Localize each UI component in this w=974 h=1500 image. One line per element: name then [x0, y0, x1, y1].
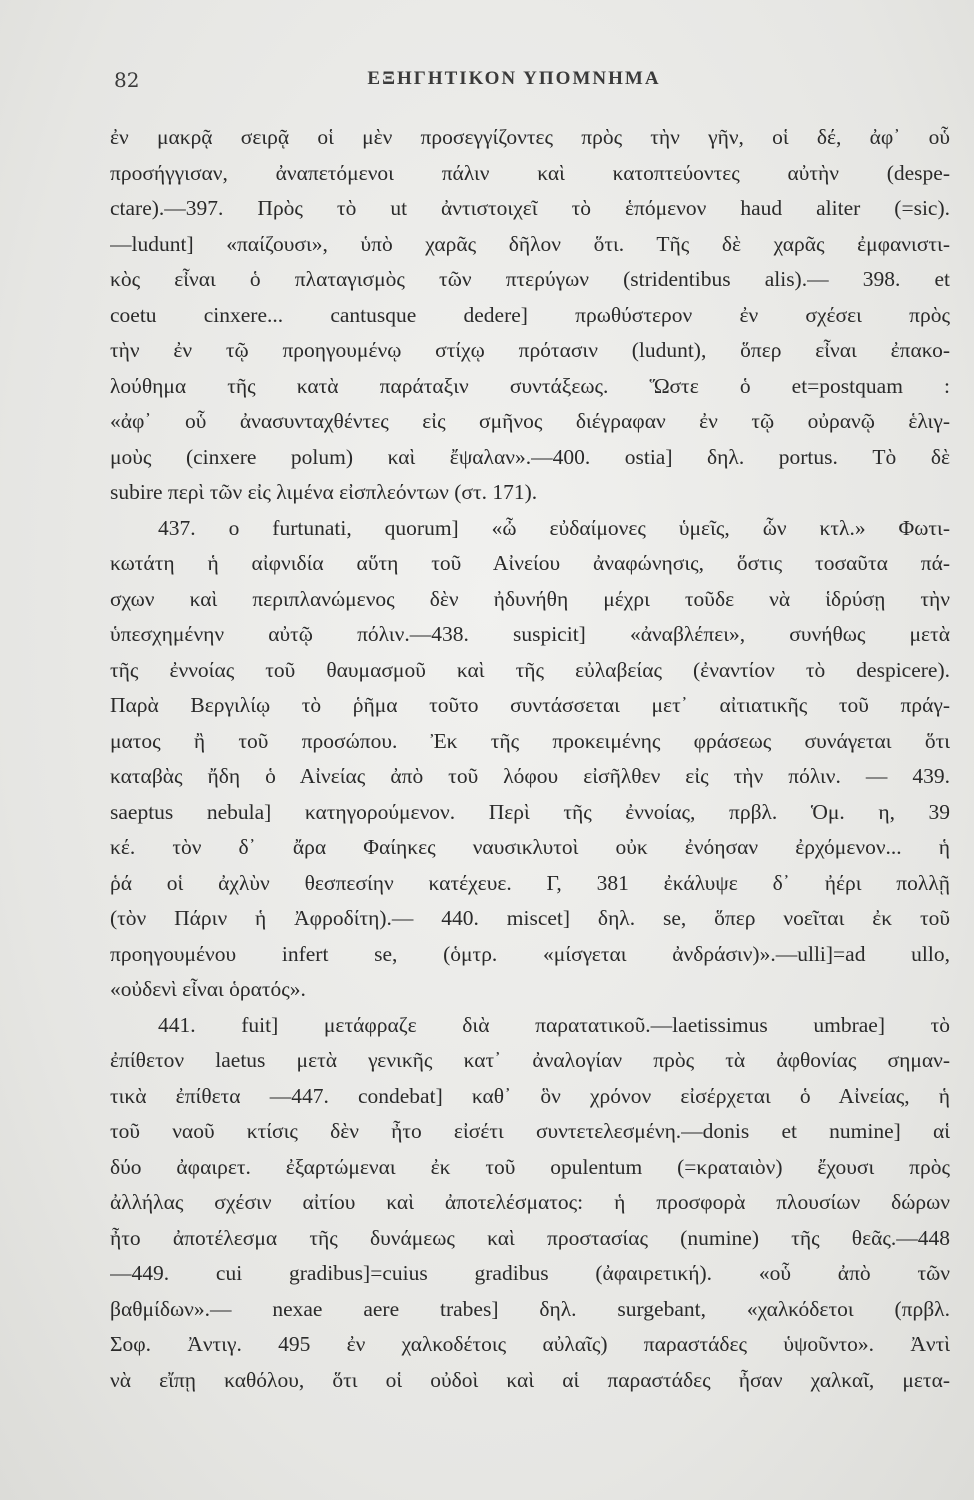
text-line: νὰ εἴπῃ καθόλου, ὅτι οἱ οὐδοὶ καὶ αἱ παραστάδες ἦσαν χαλκαῖ, μετα- — [110, 1367, 950, 1392]
commentary-text — [110, 120, 950, 1398]
text-line: τῆς ἐννοίας τοῦ θαυμασμοῦ καὶ τῆς εὐλαβείας (ἐναντίον τὸ despicere). — [110, 657, 950, 682]
text-line: 441. fuit] μετάφραζε διὰ παρατατικοῦ.—laetissimus umbrae] τὸ — [158, 1012, 950, 1037]
text-line: λούθημα τῆς κατὰ παράταξιν συντάξεως. Ὥστε ὁ et=postquam : — [110, 373, 950, 398]
text-line: —449. cui gradibus]=cuius gradibus (ἀφαιρετική). «οὗ ἀπὸ τῶν — [110, 1261, 950, 1285]
text-line: (τὸν Πάριν ἡ Ἀφροδίτη).— 440. miscet] δηλ. se, ὅπερ νοεῖται ἐκ τοῦ — [110, 906, 950, 930]
text-line: ctare).—397. Πρὸς τὸ ut ἀντιστοιχεῖ τὸ ἑπόμενον haud aliter (=sic). — [110, 196, 950, 220]
text-line: προσήγγισαν, ἀναπετόμενοι πάλιν καὶ κατοπτεύοντες αὐτὴν (despe- — [110, 160, 950, 185]
text-line: «ἀφ᾽ οὗ ἀνασυνταχθέντες εἰς σμῆνος διέγραφαν ἐν τῷ οὐρανῷ ἑλιγ- — [110, 409, 950, 433]
text-line: Σοφ. Ἀντιγ. 495 ἐν χαλκοδέτοις αὐλαῖς) παραστάδες ὑψοῦντο». Ἀντὶ — [110, 1332, 950, 1356]
text-line: κὸς εἶναι ὁ πλαταγισμὸς τῶν πτερύγων (stridentibus alis).— 398. et — [110, 267, 950, 291]
text-line: ὑπεσχημένην αὐτῷ πόλιν.—438. suspicit] «ἀναβλέπει», συνήθως μετὰ — [110, 622, 950, 646]
text-line: κωτάτη ἡ αἰφνιδία αὕτη τοῦ Αἰνείου ἀναφώνησις, ὅστις τοσαῦτα πά- — [110, 551, 950, 575]
text-line: ματος ἢ τοῦ προσώπου. Ἐκ τῆς προκειμένης φράσεως συνάγεται ὅτι — [110, 728, 950, 753]
page-number: 82 — [114, 68, 140, 92]
page-header — [114, 68, 914, 98]
text-line: τὴν ἐν τῷ προηγουμένῳ στίχῳ πρότασιν (ludunt), ὅπερ εἶναι ἐπακο- — [110, 338, 950, 362]
text-line: ῥά οἱ ἀχλὺν θεσπεσίην κατέχευε. Γ, 381 ἐκάλυψε δ᾽ ἠέρι πολλῇ — [110, 870, 950, 895]
text-line: 437. o furtunati, quorum] «ὦ εὐδαίμονες ὑμεῖς, ὧν κτλ.» Φωτι- — [158, 515, 950, 540]
text-line: ἐν μακρᾷ σειρᾷ οἱ μὲν προσεγγίζοντες πρὸς τὴν γῆν, οἱ δέ, ἀφ᾽ οὗ — [110, 125, 950, 149]
text-line: ἐπίθετον laetus μετὰ γενικῆς κατ᾽ ἀναλογίαν πρὸς τὰ ἀφθονίας σημαν- — [110, 1048, 950, 1072]
text-line: ἀλλήλας σχέσιν αἰτίου καὶ ἀποτελέσματος: ἡ προσφορὰ πλουσίων δώρων — [110, 1190, 950, 1214]
text-line: τοῦ ναοῦ κτίσις δὲν ἦτο εἰσέτι συντετελεσμένη.—donis et numine] αἱ — [110, 1119, 950, 1143]
text-line: subire περὶ τῶν εἰς λιμένα εἰσπλεόντων (στ. 171). — [110, 480, 538, 504]
text-line: βαθμίδων».— nexae aere trabes] δηλ. surgebant, «χαλκόδετοι (πρβλ. — [110, 1296, 950, 1321]
text-line: saeptus nebula] κατηγορούμενον. Περὶ τῆς ἐννοίας, πρβλ. Ὁμ. η, 39 — [110, 799, 950, 824]
text-line: κέ. τὸν δ᾽ ἄρα Φαίηκες ναυσικλυτοὶ οὐκ ἐνόησαν ἐρχόμενον... ἡ — [110, 835, 950, 859]
text-line: μοὺς (cinxere polum) καὶ ἔψαλαν».—400. ostia] δηλ. portus. Τὸ δὲ — [110, 444, 950, 469]
text-line: «οὐδενὶ εἶναι ὁρατός». — [110, 977, 306, 1001]
text-line: προηγουμένου infert se, (ὁμτρ. «μίσγεται ἀνδράσιν)».—ulli]=ad ullo, — [110, 941, 950, 966]
text-line: ἦτο ἀποτέλεσμα τῆς δυνάμεως καὶ προστασίας (numine) τῆς θεᾶς.—448 — [110, 1225, 950, 1250]
text-line: καταβὰς ἤδη ὁ Αἰνείας ἀπὸ τοῦ λόφου εἰσῆλθεν εἰς τὴν πόλιν. — 439. — [110, 764, 950, 788]
text-line: Παρὰ Βεργιλίῳ τὸ ῥῆμα τοῦτο συντάσσεται μετ᾽ αἰτιατικῆς τοῦ πράγ- — [110, 693, 950, 717]
text-line: τικὰ ἐπίθετα —447. condebat] καθ᾽ ὃν χρόνον εἰσέρχεται ὁ Αἰνείας, ἡ — [110, 1083, 950, 1108]
text-line: —ludunt] «παίζουσι», ὑπὸ χαρᾶς δῆλον ὅτι. Τῆς δὲ χαρᾶς ἐμφανιστι- — [110, 231, 950, 256]
text-line: δύο ἀφαιρετ. ἐξαρτώμεναι ἐκ τοῦ opulentum (=κραταιὸν) ἔχουσι πρὸς — [110, 1154, 950, 1179]
text-line: coetu cinxere... cantusque dedere] πρωθύστερον ἐν σχέσει πρὸς — [110, 302, 950, 327]
running-head: ΕΞΗΓΗΤΙΚΟΝ ΥΠΟΜΝΗΜΑ — [367, 68, 661, 89]
text-line: σχων καὶ περιπλανώμενος δὲν ἠδυνήθη μέχρι τοῦδε νὰ ἱδρύσῃ τὴν — [110, 586, 950, 611]
